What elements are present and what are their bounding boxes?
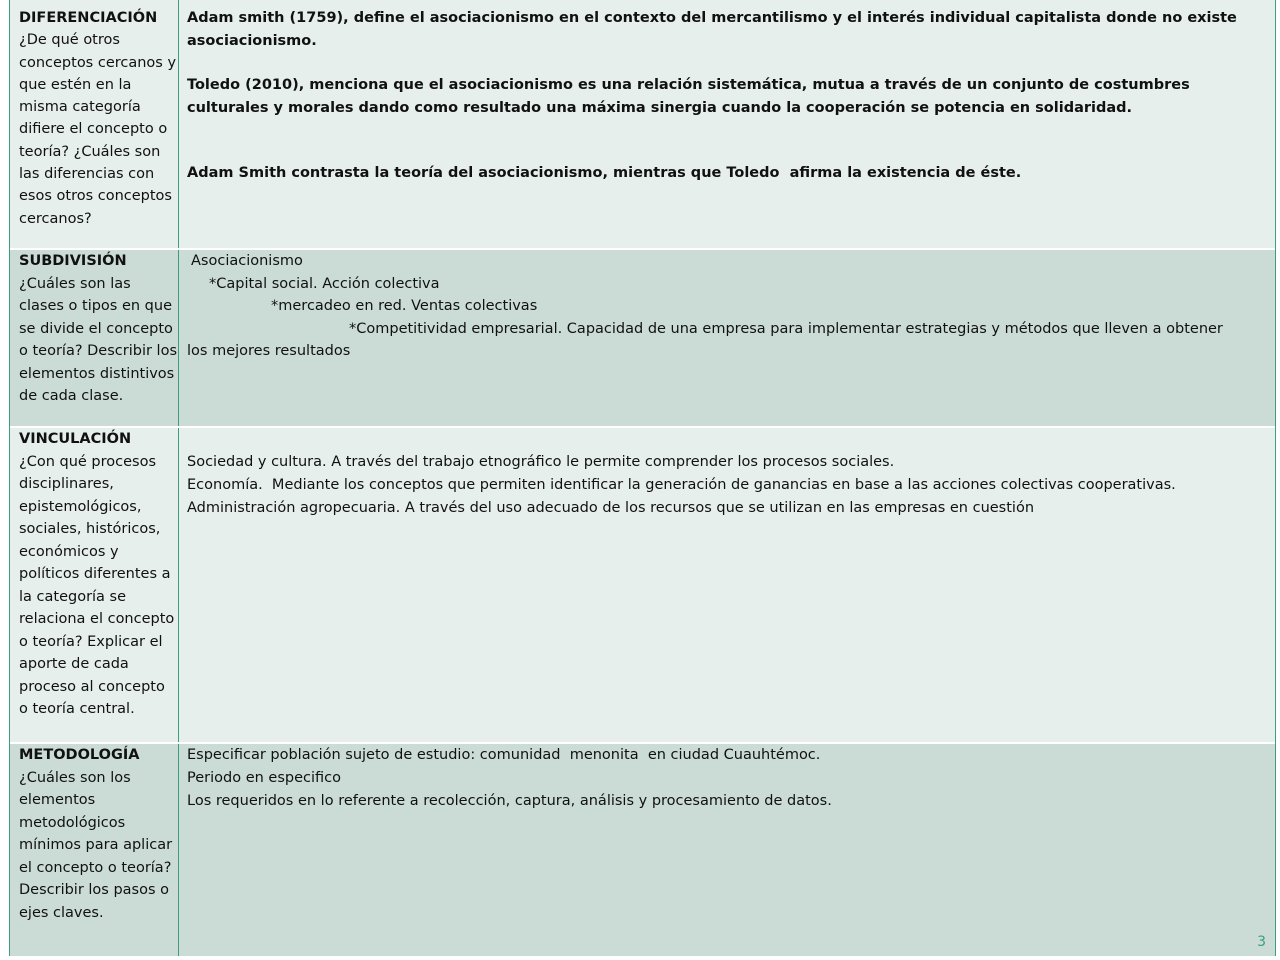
- content-line: Los requeridos en lo referente a recolección, captura, análisis y procesamiento de datos.: [187, 793, 832, 809]
- row-heading: METODOLOGÍA: [19, 747, 140, 763]
- row-heading: DIFERENCIACIÓN: [19, 10, 158, 26]
- content-paragraph: Adam smith (1759), define el asociacionismo en el contexto del mercantilismo y el interés individual capitalista donde no existe asociacionismo.: [187, 10, 1242, 49]
- page-number: 3: [1257, 934, 1266, 950]
- content-line: Sociedad y cultura. A través del trabajo etnográfico le permite comprender los procesos sociales.: [187, 454, 895, 470]
- table-row-vinculacion: [10, 426, 1275, 742]
- content-paragraph: Adam Smith contrasta la teoría del asociacionismo, mientras que Toledo afirma la existencia de éste.: [187, 165, 1022, 181]
- content-line: Especificar población sujeto de estudio: comunidad menonita en ciudad Cuauhtémoc.: [187, 747, 821, 763]
- row-label-cell: [10, 0, 179, 248]
- content-line: *mercadeo en red. Ventas colectivas: [271, 298, 538, 314]
- row-label-cell: [10, 428, 179, 742]
- content-line: Administración agropecuaria. A través del uso adecuado de los recursos que se utilizan en las empresas en cuestión: [187, 500, 1035, 516]
- content-line: Asociacionismo: [191, 253, 303, 269]
- row-content-cell: [179, 0, 1275, 248]
- concept-table: [9, 0, 1276, 956]
- row-question: ¿Cuáles son las clases o tipos en que se divide el concepto o teoría? Describir los elementos distintivos de cada clase.: [19, 275, 177, 404]
- content-line: Economía. Mediante los conceptos que permiten identificar la generación de ganancias en base a las acciones colectivas cooperativas.: [187, 477, 1176, 493]
- row-heading: VINCULACIÓN: [19, 431, 132, 447]
- content-line: los mejores resultados: [187, 343, 351, 359]
- content-line: Periodo en especifico: [187, 770, 341, 786]
- content-line: *Capital social. Acción colectiva: [209, 275, 440, 292]
- row-question: ¿Cuáles son los elementos metodológicos mínimos para aplicar el concepto o teoría? Describir los pasos o ejes claves.: [19, 769, 173, 921]
- table-row-metodologia: [10, 742, 1275, 956]
- row-question: ¿De qué otros conceptos cercanos y que estén en la misma categoría difiere el concepto o teoría? ¿Cuáles son las diferencias con esos otros conceptos cercanos?: [19, 32, 177, 227]
- row-label-cell: [10, 250, 179, 426]
- table-row-subdivision: [10, 248, 1275, 426]
- row-label-cell: [10, 744, 179, 956]
- row-heading: SUBDIVISIÓN: [19, 253, 127, 269]
- content-line: *Competitividad empresarial. Capacidad de una empresa para implementar estrategias y métodos que lleven a obtener: [349, 320, 1223, 337]
- row-content-cell: [179, 744, 1275, 956]
- row-content-cell: [179, 428, 1275, 742]
- row-content-cell: [179, 250, 1275, 426]
- row-question: ¿Con qué procesos disciplinares, epistemológicos, sociales, históricos, económicos y políticos diferentes a la categoría se relaciona el concepto o teoría? Explicar el aporte de cada proceso al concepto o teoría central.: [19, 453, 175, 717]
- table-row-diferenciacion: [10, 0, 1275, 248]
- content-paragraph: Toledo (2010), menciona que el asociacionismo es una relación sistemática, mutua a través de un conjunto de costumbres culturales y morales dando como resultado una máxima sinergia cuando la cooperación se potencia en solidaridad.: [187, 77, 1195, 116]
